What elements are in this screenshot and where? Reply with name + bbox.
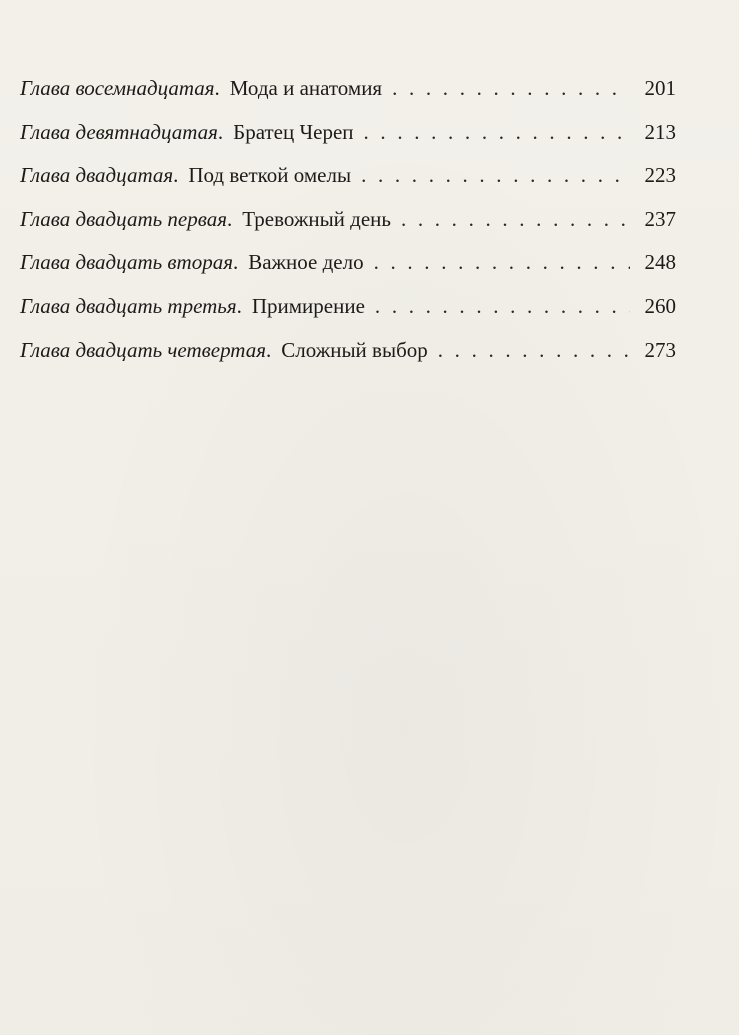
- dot-leader: [375, 288, 630, 324]
- chapter-label: Глава двадцать четвертая .: [20, 332, 271, 368]
- page-number: 201: [644, 76, 676, 100]
- chapter-label: Глава восемнадцатая .: [20, 70, 220, 106]
- chapter-label: Глава двадцатая .: [20, 157, 178, 193]
- page-number: 237: [644, 206, 676, 231]
- chapter-label: Глава девятнадцатая .: [20, 114, 223, 150]
- chapter-label: Глава двадцать третья .: [20, 288, 242, 324]
- chapter-label: Глава двадцать первая .: [20, 201, 232, 237]
- page-number: 223: [644, 163, 676, 188]
- toc-entry: [20, 332, 676, 376]
- chapter-title: Важное дело: [248, 250, 364, 275]
- chapter-title: Братец Череп: [233, 119, 354, 144]
- page-number: 273: [644, 337, 676, 362]
- toc-entry: [20, 70, 676, 114]
- chapter-label: Глава двадцать вторая .: [20, 244, 238, 280]
- toc-entry: [20, 157, 676, 201]
- dot-leader: [392, 70, 630, 106]
- dot-leader: [438, 332, 630, 368]
- page-number: 260: [644, 293, 676, 318]
- toc-entry: [20, 244, 676, 288]
- dot-leader: [374, 244, 630, 280]
- dot-leader: [401, 201, 630, 237]
- chapter-title: Сложный выбор: [281, 337, 428, 362]
- chapter-title: Мода и анатомия: [229, 76, 383, 100]
- page-number: 213: [644, 119, 676, 144]
- toc-entry: [20, 114, 676, 158]
- page-number: 248: [644, 250, 676, 275]
- dot-leader: [361, 157, 630, 193]
- table-of-contents: [20, 70, 676, 375]
- chapter-title: Тревожный день: [242, 206, 391, 231]
- toc-entry: [20, 288, 676, 332]
- chapter-title: Примирение: [251, 293, 365, 318]
- toc-entry: [20, 201, 676, 245]
- dot-leader: [364, 114, 630, 150]
- chapter-title: Под веткой омелы: [188, 163, 352, 188]
